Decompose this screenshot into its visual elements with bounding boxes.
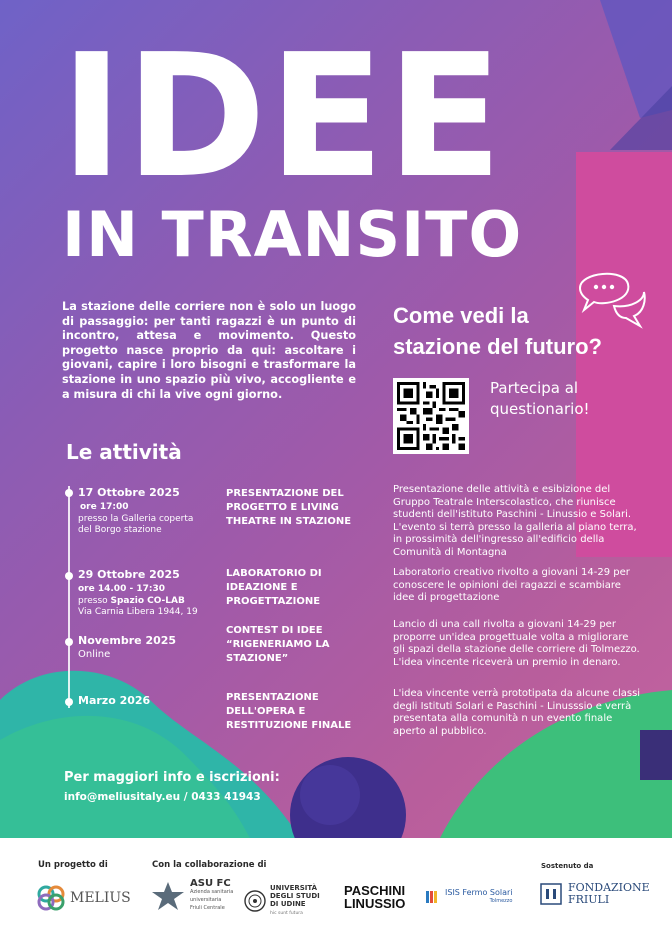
activity-place: Via Carnia Libera 1944, 19 [78,607,198,617]
activity-date-block [78,486,208,536]
melius-knot-icon [36,884,66,912]
activity-description: Laboratorio creativo rivolto a giovani 14-29 per conoscere le opinioni dei ragazzi e scambiare idee di progettazione [393,567,630,603]
timeline-dot [65,489,73,497]
asufc-star-icon [150,880,186,912]
timeline-dot [65,698,73,706]
paschini-linussio-logo: PASCHINI LINUSSIO [344,883,406,911]
activity-date-block [78,634,176,662]
activity-title: CONTEST DI IDEE “RIGENERIAMO LA STAZIONE” [226,625,330,664]
activity-time: ore 14.00 - 17:30 [78,584,165,594]
activity-description: Presentazione delle attività e esibizione del Gruppo Teatrale Interscolastico, che riunisce studenti dell'istituto Paschini - Linussio e Solari. L'evento si terrà presso la galleria al piano terra, in prossimità dell'ingresso all'edificio della Comunità di Montagna [393,484,637,558]
fondazione-friuli-logo: FONDAZIONE FRIULI [540,882,650,906]
activity-title: PRESENTAZIONE DEL PROGETTO E LIVING THEATRE IN STAZIONE [226,488,352,527]
activity-date: Marzo 2026 [78,694,151,707]
collab-label: Con la collaborazione di [152,860,267,870]
info-heading: Per maggiori info e iscrizioni: [64,770,280,785]
question-heading: Come vedi la stazione del futuro? [393,303,602,359]
activity-description: L'idea vincente verrà prototipata da alcune classi degli Istituti Solari e Paschini - Linusssio e verrà presentata alla comunità n un evento finale aperto al pubblico. [393,688,641,737]
timeline-dot [65,638,73,646]
questionnaire-cta[interactable]: Partecipa al questionario! [490,379,590,418]
activities-heading: Le attività [66,440,182,464]
contact-info[interactable]: info@meliusitaly.eu / 0433 41943 [64,791,261,803]
activity-time: ore 17:00 [80,502,129,512]
fondazione-building-icon [540,883,562,905]
project-label: Un progetto di [38,860,108,870]
timeline-line [68,486,70,708]
melius-logo: MELIUS [36,884,131,912]
activity-date: 29 Ottobre 2025 [78,568,180,581]
uniud-logo: UNIVERSITÀ DEGLI STUDI DI UDINE hic sunt futura [244,884,320,918]
intro-paragraph: La stazione delle corriere non è solo un luogo di passaggio: per tanti ragazzi è un punto di incontro, attesa e movimento. Questo progetto nasce proprio da qui: ascoltare i giovani, capire i loro bisogni e trasformare la stazione in uno spazio più vivo, accogliente e a misura di chi la vive ogni giorno. [62,300,356,401]
activity-place: Online [78,649,111,660]
isis-stripes-icon [426,889,442,905]
title-main: IDEE [60,18,505,216]
support-label: Sostenuto da [541,862,594,870]
activity-title: LABORATORIO DI IDEAZIONE E PROGETTAZIONE [226,568,322,607]
activity-date-block [78,694,150,708]
activity-date: 17 Ottobre 2025 [78,486,180,499]
activity-description: Lancio di una call rivolta a giovani 14-29 per proporre un'idea progettuale volta a migliorare gli spazi della stazione delle corriere di Tolmezzo. L'idea vincente riceverà un premio in denaro. [393,619,640,668]
activity-place: presso la Galleria coperta del Borgo stazione [78,514,194,535]
timeline-dot [65,572,73,580]
activity-title: PRESENTAZIONE DELL'OPERA E RESTITUZIONE FINALE [226,692,352,731]
activity-date: Novembre 2025 [78,634,177,647]
title-sub: IN TRANSITO [62,198,523,271]
qr-code[interactable] [393,378,469,454]
isis-solari-logo: ISIS Fermo Solari Tolmezzo [426,888,513,906]
sponsor-footer [0,838,672,947]
asufc-logo: ASU FC Azienda sanitaria universitaria Friuli Centrale [150,880,233,912]
activity-date-block [78,568,198,618]
activity-place-line: presso Spazio CO-LAB [78,596,185,606]
uniud-seal-icon [244,890,266,912]
